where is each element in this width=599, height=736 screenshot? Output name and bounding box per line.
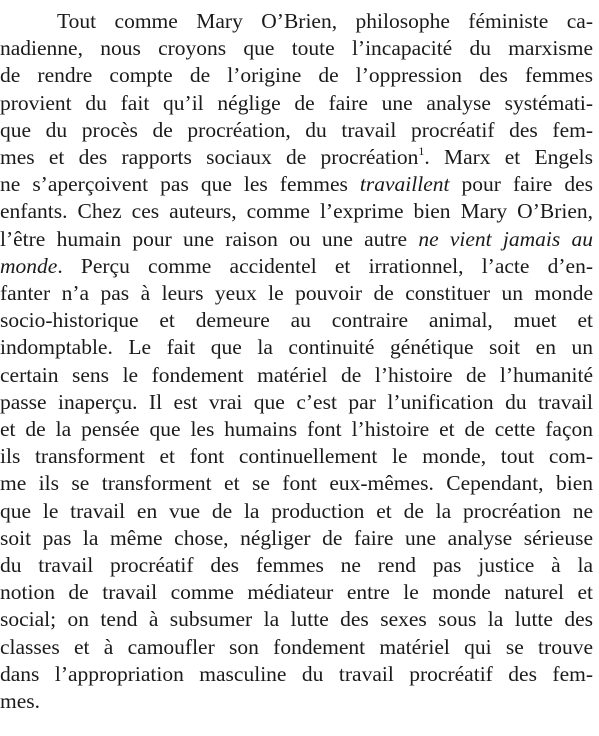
text-line: enfants. Chez ces auteurs, comme l’exprime bien Mary O’Brien,	[0, 199, 593, 224]
text-line: soit pas la même chose, négliger de faire une analyse sérieuse	[0, 525, 593, 550]
text-line	[0, 171, 593, 198]
text-line	[0, 253, 593, 280]
emphasis-text: ne vient jamais au	[418, 226, 593, 251]
text-segment: l’être humain pour une raison ou une autre	[0, 226, 408, 251]
text-segment: ne s’aperçoivent pas que les femmes	[0, 172, 348, 197]
text-line: me ils se transforment et se font eux-mêmes. Cependant, bien	[0, 471, 593, 496]
text-segment: mes et des rapports sociaux de procréation	[0, 145, 419, 170]
text-line: ils transforment et font continuellement le monde, tout com-	[0, 444, 593, 469]
text-line: indomptable. Le fait que la continuité génétique soit en un	[0, 335, 593, 360]
text-line: Tout comme Mary O’Brien, philosophe féministe ca-	[57, 9, 593, 33]
emphasis-text: monde	[0, 253, 58, 278]
text-line: nadienne, nous croyons que toute l’incapacité du marxisme	[0, 36, 593, 61]
body-paragraph	[0, 8, 593, 715]
text-line: mes.	[0, 689, 41, 714]
text-segment: pour faire des	[449, 172, 594, 197]
text-line: social; on tend à subsumer la lutte des sexes sous la lutte des	[0, 607, 593, 632]
text-line: de rendre compte de l’origine de l’oppression des femmes	[0, 63, 593, 88]
text-line: notion de travail comme médiateur entre le monde naturel et	[0, 580, 593, 605]
text-line: dans l’appropriation masculine du travail procréatif des fem-	[0, 661, 593, 686]
text-line: classes et à camoufler son fondement matériel qui se trouve	[0, 634, 593, 659]
text-line	[0, 226, 593, 253]
text-line: certain sens le fondement matériel de l’histoire de l’humanité	[0, 362, 593, 387]
text-line: fanter n’a pas à leurs yeux le pouvoir de constituer un monde	[0, 281, 593, 306]
text-line: du travail procréatif des femmes ne rend pas justice à la	[0, 553, 593, 578]
text-segment: . Marx et Engels	[424, 145, 593, 170]
text-line: et de la pensée que les humains font l’histoire et de cette façon	[0, 417, 593, 442]
text-line: passe inaperçu. Il est vrai que c’est par l’unification du travail	[0, 389, 593, 414]
text-line: que du procès de procréation, du travail procréatif des fem-	[0, 117, 593, 142]
text-line: provient du fait qu’il néglige de faire une analyse systémati-	[0, 90, 593, 115]
footnote-reference[interactable]: 1	[418, 143, 425, 158]
text-line	[0, 144, 593, 171]
text-segment: . Perçu comme accidentel et irrationnel, l’acte d’en-	[57, 253, 593, 278]
text-line: socio-historique et demeure au contraire animal, muet et	[0, 308, 593, 333]
text-line: que le travail en vue de la production et de la procréation ne	[0, 498, 593, 523]
emphasis-text: travaillent	[359, 172, 450, 197]
